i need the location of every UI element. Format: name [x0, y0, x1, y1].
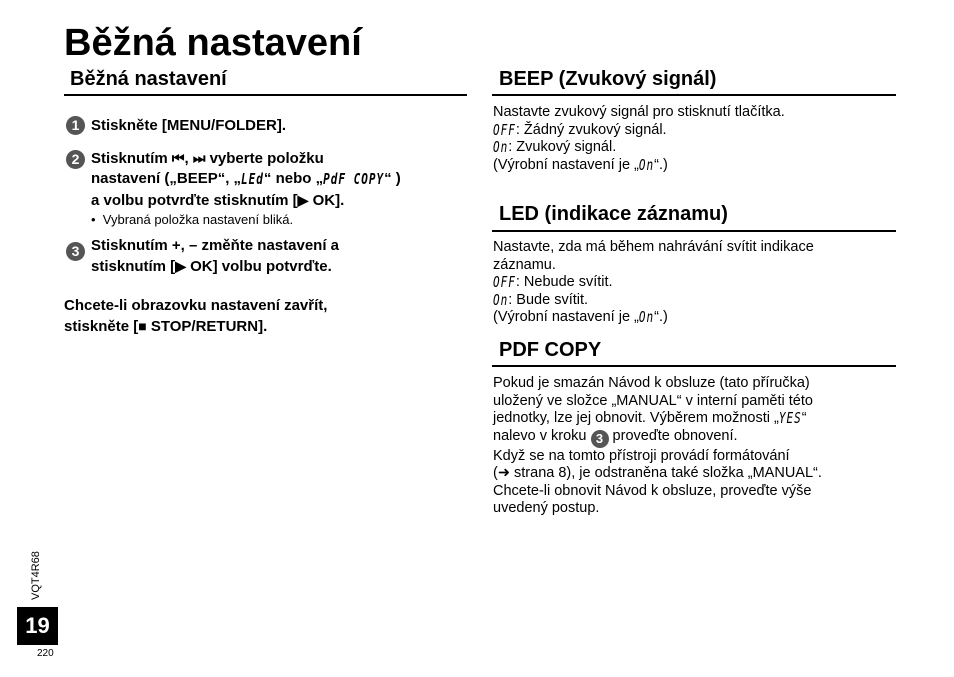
page-number: 19	[17, 607, 58, 645]
on-segment-text: On	[638, 308, 655, 327]
section-rule	[64, 94, 467, 96]
pdf-copy-segment-text: PdF COPY	[323, 170, 385, 189]
pdf-copy-description: Pokud je smazán Návod k obsluze (tato příručka) uložený ve složce „MANUAL“ v interní paměti této jednotky, lze jej obnovit. Výběrem možnosti „YES“ nalevo v kroku 3 proveďte obnovení. Když se na tomto přístroji provádí formátování (➜ strana 8), je odstraněna také složka „MANUAL“. Chcete-li obnovit Návod k obsluze, proveďte výše uvedený postup.	[493, 375, 822, 516]
step-2-note: • Vybraná položka nastavení bliká.	[91, 212, 294, 227]
led-description: Nastavte, zda má během nahrávání svítit indikace záznamu. OFF: Nebude svítit. On: Bude svítit. (Výrobní nastavení je „On“.)	[493, 239, 814, 327]
step-2-text: Stisknutím ⏮, ⏭ vyberte položku nastavení („BEEP“, „LEd“ nebo „PdF COPY“ ) a volbu potvrďte stisknutím [▶ OK].	[91, 150, 401, 209]
section-heading-led: LED (indikace záznamu)	[499, 203, 728, 225]
step-1-text: Stiskněte [MENU/FOLDER].	[91, 117, 287, 134]
on-segment-text: On	[493, 138, 509, 157]
stop-icon: ■	[138, 318, 147, 334]
section-heading-common-settings: Běžná nastavení	[70, 68, 227, 90]
section-heading-beep: BEEP (Zvukový signál)	[499, 68, 717, 90]
on-segment-text: On	[493, 291, 509, 309]
step-3-reference: 3	[591, 430, 609, 448]
page-title: Běžná nastavení	[64, 22, 362, 64]
yes-segment-text: YES	[778, 409, 802, 428]
section-rule	[492, 230, 896, 232]
section-heading-pdf-copy: PDF COPY	[499, 339, 602, 361]
step-number-2: 2	[66, 150, 85, 169]
arrow-right-icon: ➜	[497, 465, 510, 481]
skip-forward-icon: ⏭	[192, 150, 206, 166]
model-code: VQT4R68	[30, 551, 42, 600]
sub-page-number: 220	[37, 648, 54, 659]
off-segment-text: OFF	[493, 273, 516, 292]
beep-description: Nastavte zvukový signál pro stisknutí tlačítka. OFF: Žádný zvukový signál. On: Zvukový signál. (Výrobní nastavení je „On“.)	[493, 104, 785, 174]
section-rule	[492, 365, 896, 367]
step-3-text: Stisknutím +, – změňte nastavení a stisknutím [▶ OK] volbu potvrďte.	[91, 237, 340, 275]
section-rule	[492, 94, 896, 96]
on-segment-text: On	[638, 156, 655, 174]
off-segment-text: OFF	[493, 121, 516, 139]
step-number-3: 3	[66, 242, 85, 261]
skip-back-icon: ⏮	[171, 150, 185, 166]
led-segment-text: LEd	[241, 170, 264, 189]
play-icon: ▶	[175, 258, 186, 274]
close-instructions: Chcete-li obrazovku nastavení zavřít, stiskněte [■ STOP/RETURN].	[64, 297, 328, 335]
play-icon: ▶	[297, 192, 309, 208]
step-number-1: 1	[66, 116, 85, 135]
